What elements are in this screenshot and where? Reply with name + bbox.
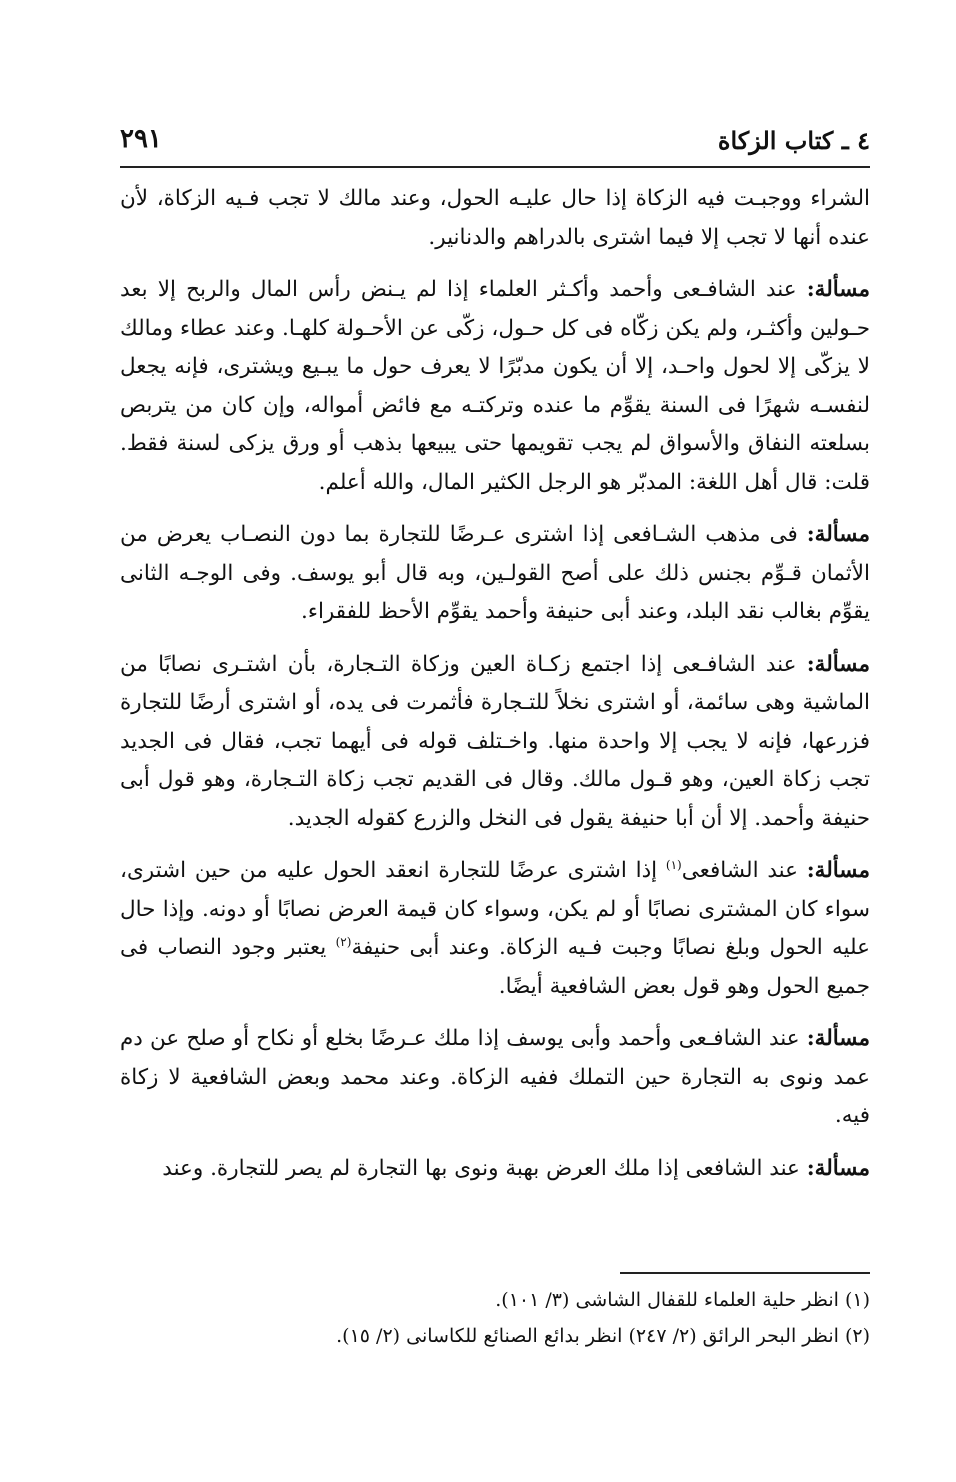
paragraph: [120, 1150, 870, 1189]
page-number: ٢٩١: [120, 124, 162, 154]
issue-label: مسألة:: [806, 277, 870, 302]
issue-label: مسألة:: [806, 1155, 870, 1181]
footnote-ref-1[interactable]: (١): [665, 857, 682, 872]
footnote-separator: [620, 1272, 870, 1274]
footnote-1: (١) انظر حلية العلماء للقفال الشاشى (٣/ ١٠١).: [495, 1289, 870, 1311]
page-header: [120, 118, 870, 168]
paragraph: [120, 646, 870, 839]
paragraph-text: عند الشافـعى إذا اجتمع زكـاة العين وزكاة التـجارة، بأن اشتـرى نصابًا من الماشية وهى سائمة، أو اشترى نخلاً للتـجارة فأثمرت فى يده، أو اشترى أرضًا للتجارة فزرعها، فإنه لا يجب إلا واحدة منها. واخـتلف قوله فى أيهما تجب، فقال فى الجديد تجب زكاة العين، وهو قـول مالك. وقال فى القديم تجب زكاة التـجارة، وهو قول أبى حنيفة وأحمد. إلا أن أبا حنيفة يقول فى النخل والزرع كقوله الجديد.: [120, 651, 870, 831]
issue-label: مسألة:: [806, 651, 870, 677]
paragraph-text: عند الشافـعى وأحمد وأبى يوسف إذا ملك عـرضًا بخلع أو نكاح أو صلح عن دم عمد ونوى به التجارة حين التملك ففيه الزكاة. وعند محمد وبعض الشافعية لا زكاة فيه.: [120, 1026, 870, 1128]
issue-label: مسألة:: [806, 522, 870, 547]
issue-label: مسألة:: [806, 1026, 870, 1051]
footnote-2: (٢) انظر البحر الرائق (٢/ ٢٤٧) انظر بدائع الصنائع للكاسانى (٢/ ١٥).: [336, 1325, 870, 1347]
paragraph: [120, 180, 870, 257]
paragraph-text: عند الشافـعى وأحمد وأكـثر العلماء إذا لم يـنض رأس المال والربح إلا بعد حـولين وأكثـر، ولم يكن زكّاه فى كل حـول، زكّى عن الأحـولة كلهـا. وعند عطاء ومالك لا يزكّى إلا لحول واحـد، إلا أن يكون مدبّرًا لا يعرف حول ما يبـيع ويشترى، فإنه يجعل لنفسـه شهرًا فى السنة يقوِّم ما عنده وتركتـه مع فائض أمواله، وإن كان من يتربص بسلعته النفاق والأسواق لم يجب تقويمها حتى يبيعها بذهب أو ورق يزكى لسنة فقط. قلت: قال أهل اللغة: المدبّر هو الرجل الكثير المال، والله أعلم.: [120, 277, 870, 495]
header-rule: [120, 166, 870, 168]
paragraph-text: الشراء ووجبـت فيه الزكاة إذا حال عليـه الحول، وعند مالك لا تجب فـيه الزكاة، لأن عنده أنها لا تجب إلا فيما اشترى بالدراهم والدنانير.: [120, 186, 870, 250]
paragraph-text: عند الشافعى: [681, 858, 798, 883]
paragraph: [120, 516, 870, 632]
footnote-ref-2[interactable]: (٢): [335, 934, 352, 949]
paragraph-text: يعتبر وجود النصاب فى جميع الحول وهو قول بعض الشافعية أيضًا.: [120, 935, 870, 999]
footnotes: [120, 1282, 870, 1354]
paragraph-text: إذا اشترى عرضًا للتجارة انعقد الحول عليه من حين اشترى، سواء كان المشترى نصابًا أو لم يكن، وسواء كان قيمة العرض نصابًا أو دونه. وإذا حال عليه الحول وبلغ نصابًا وجبت فـيه الزكاة. وعند أبى حنيفة: [120, 858, 870, 960]
paragraph: [120, 271, 870, 502]
paragraph-text: فى مذهب الشـافعى إذا اشترى عـرضًا للتجارة بما دون النصـاب يعرض من الأثمان قـوِّم بجنس ذلك على أصح القولـين، وبه قال أبو يوسف. وفى الوجـه الثانى يقوِّم بغالب نقد البلد، وعند أبى حنيفة وأحمد يقوِّم الأحظ للفقراء.: [120, 522, 870, 624]
paragraph: [120, 852, 870, 1006]
issue-label: مسألة:: [806, 858, 870, 883]
paragraph-text: عند الشافعى إذا ملك العرض بهبة ونوى بها التجارة لم يصر للتجارة. وعند: [162, 1155, 800, 1181]
paragraph: [120, 1020, 870, 1136]
running-title: ٤ ـ كتاب الزكاة: [717, 126, 870, 155]
main-text: [120, 180, 870, 1202]
